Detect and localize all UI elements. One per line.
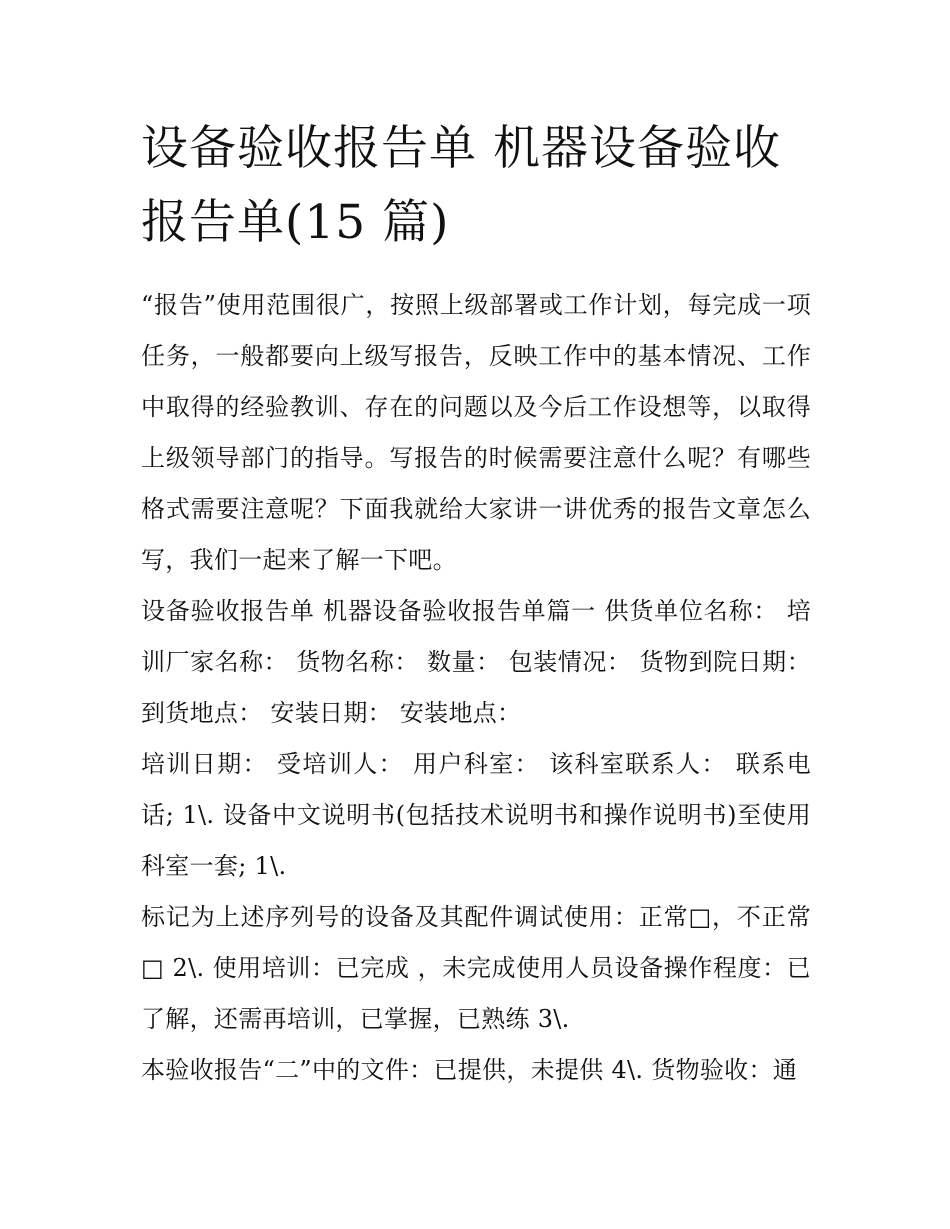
intro-paragraph: “报告”使用范围很广，按照上级部署或工作计划，每完成一项任务，一般都要向上级写报告，反映工作中的基本情况、工作中取得的经验教训、存在的问题以及今后工作设想等，以取得上级领导部门的指导。写报告的时候需要注意什么呢？有哪些格式需要注意呢？下面我就给大家讲一讲优秀的报告文章怎么写，我们一起来了解一下吧。 <box>141 291 811 574</box>
document-page <box>141 112 811 1096</box>
document-title: 设备验收报告单 机器设备验收报告单(15 篇) <box>141 121 781 250</box>
report-header-paragraph: 设备验收报告单 机器设备验收报告单篇一 供货单位名称： 培训厂家名称： 货物名称： 数量： 包装情况： 货物到院日期： 到货地点： 安装日期： 安装地点： <box>141 597 811 727</box>
documents-check-paragraph: 本验收报告“二”中的文件：已提供，未提供 4\. 货物验收：通 <box>141 1056 798 1084</box>
training-info-paragraph: 培训日期： 受培训人： 用户科室： 该科室联系人： 联系电话; 1\. 设备中文说明书(包括技术说明书和操作说明书)至使用科室一套; 1\. <box>141 750 811 880</box>
device-test-paragraph: 标记为上述序列号的设备及其配件调试使用：正常□，不正常□ 2\. 使用培训：已完成 ，未完成使用人员设备操作程度：已了解，还需再培训，已掌握，已熟练 3\. <box>141 903 811 1033</box>
